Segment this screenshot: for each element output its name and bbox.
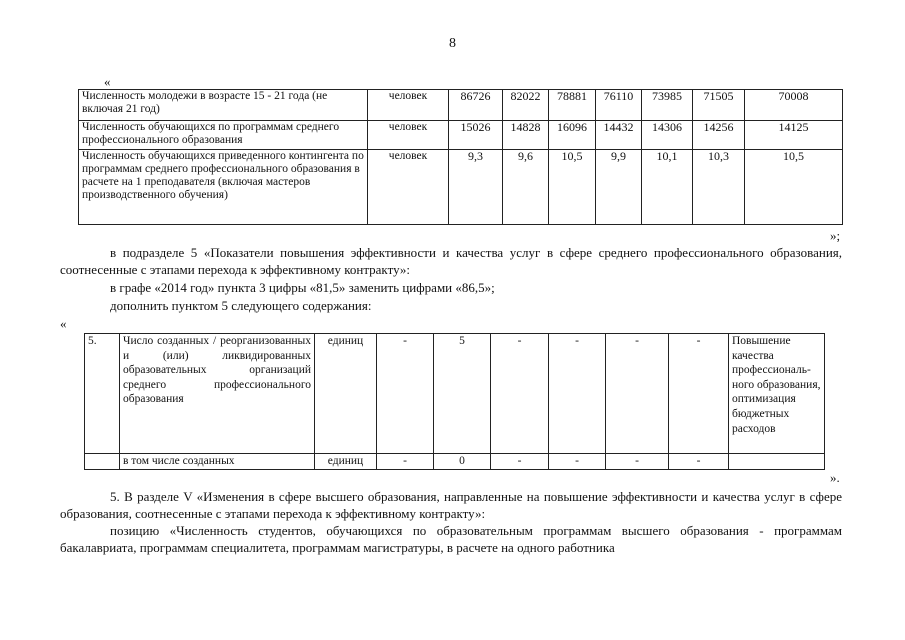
table1-open-quote: «: [104, 74, 111, 89]
row-value: 10,1: [642, 150, 693, 225]
row-value: 10,5: [549, 150, 596, 225]
table-row: [79, 90, 843, 121]
item-label: Число созданных / реорганизованных и (или) ликвидированных образовательных организаций среднего профессионального образования: [120, 334, 315, 454]
row-value: 76110: [596, 90, 642, 121]
row-value: 70008: [745, 90, 843, 121]
empty-cell: [85, 454, 120, 470]
sub-item-value: -: [669, 454, 729, 470]
row-value: 14828: [503, 121, 549, 150]
row-value: 14432: [596, 121, 642, 150]
item-value: -: [549, 334, 606, 454]
row-value: 15026: [449, 121, 503, 150]
table1-close-quote: »;: [830, 228, 841, 243]
sub-item-value: -: [549, 454, 606, 470]
sub-item-value: -: [606, 454, 669, 470]
table2-open-quote: «: [60, 316, 67, 331]
row-unit: человек: [368, 150, 449, 225]
row-value: 71505: [693, 90, 745, 121]
row-unit: человек: [368, 121, 449, 150]
row-value: 73985: [642, 90, 693, 121]
sub-item-value: -: [491, 454, 549, 470]
row-value: 14125: [745, 121, 843, 150]
row-value: 82022: [503, 90, 549, 121]
row-unit: человек: [368, 90, 449, 121]
empty-cell: [729, 454, 825, 470]
row-value: 16096: [549, 121, 596, 150]
item-value: -: [491, 334, 549, 454]
paragraph-add-item: дополнить пунктом 5 следующего содержания:: [110, 298, 372, 313]
row-value: 10,3: [693, 150, 745, 225]
sub-item-value: 0: [434, 454, 491, 470]
row-value: 10,5: [745, 150, 843, 225]
table-row: [79, 121, 843, 150]
item-value: 5: [434, 334, 491, 454]
item-number: 5.: [85, 334, 120, 454]
row-value: 86726: [449, 90, 503, 121]
table-row: [85, 454, 825, 470]
row-value: 9,3: [449, 150, 503, 225]
indicators-table: [78, 89, 843, 225]
paragraph-subsection5: в подразделе 5 «Показатели повышения эффективности и качества услуг в сфере среднего профессионального образования, соотнесенные с этапами перехода к эффективному контракту»:: [60, 245, 842, 277]
row-value: 9,9: [596, 150, 642, 225]
item-unit: единиц: [315, 334, 377, 454]
row-label: Численность обучающихся по программам среднего профессионального образования: [79, 121, 368, 150]
page-number: 8: [449, 36, 456, 51]
table2-close-quote: ».: [830, 470, 840, 485]
item-value: -: [669, 334, 729, 454]
table-row: [79, 150, 843, 225]
item-value: -: [606, 334, 669, 454]
item-value: -: [377, 334, 434, 454]
row-value: 14306: [642, 121, 693, 150]
row-value: 14256: [693, 121, 745, 150]
row-label: Численность молодежи в возрасте 15 - 21 года (не включая 21 год): [79, 90, 368, 121]
section5-position: позицию «Численность студентов, обучающихся по образовательным программам высшего образования - программам бакалавриата, программам специалитета, программам магистратуры, в расчете на одного работника: [60, 523, 842, 555]
sub-item-value: -: [377, 454, 434, 470]
table-row: [85, 334, 825, 454]
row-value: 9,6: [503, 150, 549, 225]
sub-item-label: в том числе созданных: [120, 454, 315, 470]
item-note: Повышение качества профессиональ-ного образования, оптимизация бюджетных расходов: [729, 334, 825, 454]
paragraph-replace-figure: в графе «2014 год» пункта 3 цифры «81,5» заменить цифрами «86,5»;: [110, 280, 495, 295]
section5-heading: 5. В разделе V «Изменения в сфере высшего образования, направленные на повышение эффективности и качества услуг в сфере образования, соотнесенные с этапами перехода к эффективному контракту»:: [60, 489, 842, 521]
sub-item-unit: единиц: [315, 454, 377, 470]
row-label: Численность обучающихся приведенного контингента по программам среднего профессионального образования в расчете на 1 преподавателя (включая мастеров производственного обучения): [79, 150, 368, 225]
row-value: 78881: [549, 90, 596, 121]
addition-table: [84, 333, 825, 470]
